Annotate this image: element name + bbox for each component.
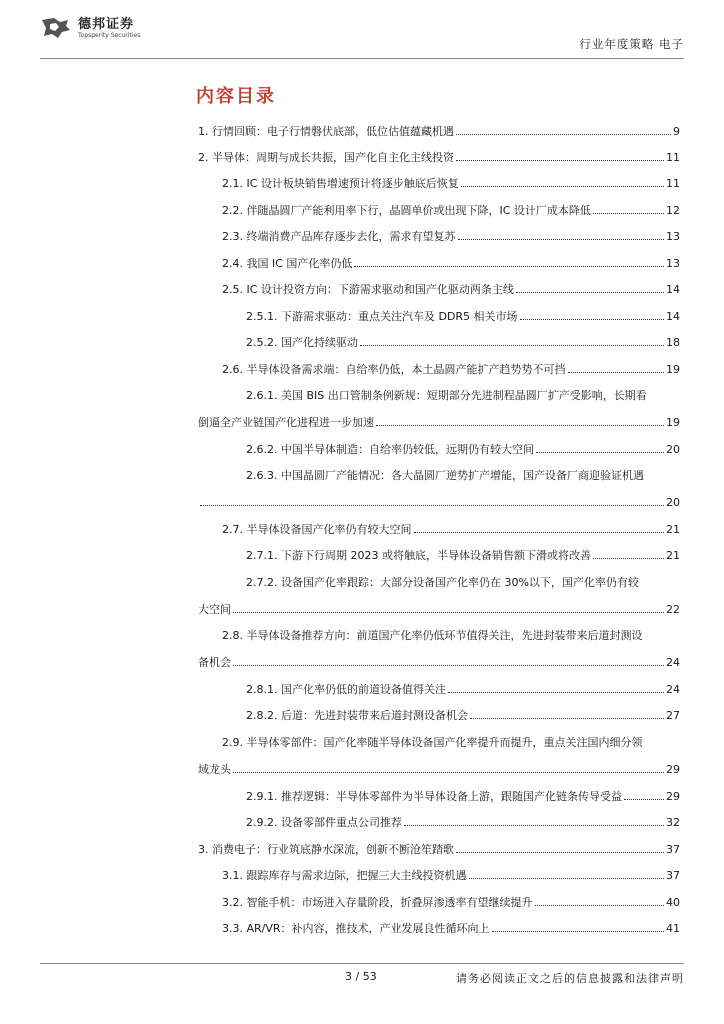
leader-dots [233, 612, 664, 613]
toc-entry-label-line1: 2.9. 半导体零部件：国产化率随半导体设备国产化率提升而提升，重点关注国内细分领 [222, 736, 643, 749]
toc-entry-label: 3. 消费电子：行业筑底静水深流，创新不断沧笙踏歌 [198, 843, 454, 856]
toc-entry[interactable] [198, 144, 680, 171]
leader-dots [492, 931, 664, 932]
leader-dots [568, 372, 665, 373]
toc-entry-label: 2.5. IC 设计投资方向：下游需求驱动和国产化驱动两条主线 [222, 283, 514, 296]
toc-entry-label-line1: 2.6.3. 中国晶圆厂产能情况：各大晶圆厂逆势扩产增能，国产设备厂商迎验证机遇 [246, 469, 644, 482]
toc-page-number: 19 [666, 363, 680, 376]
toc-entry-label: 2.4. 我国 IC 国产化率仍低 [222, 257, 353, 270]
leader-dots [200, 505, 664, 506]
leader-dots [414, 532, 665, 533]
toc-entry-label: 2.8.1. 国产化率仍低的前道设备值得关注 [246, 683, 446, 696]
logo-name-cn: 德邦证券 [78, 16, 135, 32]
leader-dots [461, 186, 664, 187]
toc-entry[interactable] [222, 276, 680, 303]
leader-dots [516, 292, 664, 293]
toc-entry[interactable] [198, 836, 680, 863]
toc-page-number: 14 [666, 283, 680, 296]
toc-entry[interactable] [246, 702, 680, 729]
page-header [0, 0, 724, 60]
toc-page-number: 19 [666, 416, 680, 429]
disclaimer-note: 请务必阅读正文之后的信息披露和法律声明 [456, 972, 684, 985]
leader-dots [354, 266, 664, 267]
toc-page-number: 41 [666, 922, 680, 935]
toc-entry[interactable] [222, 915, 680, 942]
toc-entry-label: 2.2. 伴随晶圆厂产能利用率下行，晶圆单价或出现下降，IC 设计厂成本降低 [222, 204, 591, 217]
page-number: 3 / 53 [345, 970, 377, 983]
toc-page-number: 24 [666, 683, 680, 696]
toc-page-number: 14 [666, 310, 680, 323]
toc-entry[interactable] [222, 862, 680, 889]
report-category: 行业年度策略 电子 [579, 37, 684, 51]
leader-dots [535, 905, 665, 906]
leader-dots [593, 213, 664, 214]
leader-dots [536, 452, 664, 453]
toc-page-number: 40 [666, 896, 680, 909]
toc-entry-label-line1: 2.7.2. 设备国产化率跟踪：大部分设备国产化率仍在 30%以下，国产化率仍有较 [246, 576, 639, 589]
toc-entry-label: 2.1. IC 设计板块销售增速预计将逐步触底后恢复 [222, 177, 459, 190]
toc-entry-label-line1: 2.6.1. 美国 BIS 出口管制条例新规：短期部分先进制程晶圆厂扩产受影响，长期看 [246, 389, 647, 402]
header-divider [40, 58, 684, 59]
leader-dots [376, 425, 664, 426]
logo-icon [40, 16, 72, 40]
toc-entry[interactable] [246, 329, 680, 356]
toc-entry-label: 3.2. 智能手机：市场进入存量阶段，折叠屏渗透率有望继续提升 [222, 896, 533, 909]
toc-entry-label: 2.9.1. 推荐逻辑：半导体零部件为半导体设备上游，跟随国产化链条传导受益 [246, 790, 622, 803]
toc-page-number: 20 [666, 443, 680, 456]
toc-page-number: 9 [673, 125, 680, 138]
toc-page-number: 21 [666, 549, 680, 562]
toc-entry[interactable] [222, 516, 680, 543]
toc-entry-label: 2.9.2. 设备零部件重点公司推荐 [246, 816, 402, 829]
toc-entry-label: 3.1. 跟踪库存与需求边际，把握三大主线投资机遇 [222, 869, 467, 882]
toc-entry-label-line2: 域龙头 [198, 763, 231, 776]
toc-entry[interactable] [222, 889, 680, 916]
leader-dots [469, 878, 665, 879]
company-logo [40, 16, 140, 40]
toc-entry-label: 2.7.1. 下游下行周期 2023 或将触底，半导体设备销售额下滑或将改善 [246, 549, 591, 562]
toc-entry[interactable] [246, 676, 680, 703]
toc-page-number: 32 [666, 816, 680, 829]
toc-entry[interactable] [222, 250, 680, 277]
toc-page-number: 20 [666, 496, 680, 509]
toc-page-number: 18 [666, 336, 680, 349]
toc-page-number: 37 [666, 843, 680, 856]
leader-dots [593, 558, 664, 559]
toc-entry-label: 2.3. 终端消费产品库存逐步去化，需求有望复苏 [222, 230, 456, 243]
toc-entry-label: 2. 半导体：周期与成长共振，国产化自主化主线投资 [198, 151, 454, 164]
toc-entry[interactable] [246, 303, 680, 330]
toc-entry-label: 2.5.2. 国产化持续驱动 [246, 336, 358, 349]
toc-entry-label: 2.7. 半导体设备国产化率仍有较大空间 [222, 523, 412, 536]
toc-entry-label-line2: 大空间 [198, 603, 231, 616]
toc-entry-label: 3.3. AR/VR：补内容，推技术，产业发展良性循环向上 [222, 922, 490, 935]
footer-divider [40, 963, 684, 964]
toc-page-number: 29 [666, 763, 680, 776]
toc-entry-label-line1: 2.8. 半导体设备推荐方向：前道国产化率仍低环节值得关注，先进封装带来后道封测设 [222, 629, 643, 642]
toc-entry-label: 2.6. 半导体设备需求端：自给率仍低，本土晶圆产能扩产趋势势不可挡 [222, 363, 566, 376]
leader-dots [456, 160, 664, 161]
toc-entry[interactable] [222, 356, 680, 383]
leader-dots [404, 825, 664, 826]
leader-dots [458, 239, 665, 240]
leader-dots [233, 665, 664, 666]
leader-dots [470, 718, 664, 719]
toc-entry[interactable] [198, 622, 680, 676]
leader-dots [360, 345, 664, 346]
toc-page-number: 11 [666, 151, 680, 164]
toc-page-number: 11 [666, 177, 680, 190]
toc-page-number: 12 [666, 204, 680, 217]
toc-entry-label: 1. 行情回顾：电子行情磐伏底部，低位估值蕴藏机遇 [198, 125, 454, 138]
toc-page-number: 24 [666, 656, 680, 669]
toc-page-number: 27 [666, 709, 680, 722]
toc-page-number: 13 [666, 257, 680, 270]
leader-dots [233, 772, 664, 773]
toc-title: 内容目录 [196, 86, 276, 107]
toc-entry[interactable] [198, 382, 680, 436]
toc-entry[interactable] [222, 170, 680, 197]
leader-dots [624, 799, 664, 800]
toc-entry[interactable] [222, 223, 680, 250]
toc-page-number: 37 [666, 869, 680, 882]
toc-entry-label-line2: 备机会 [198, 656, 231, 669]
toc-entry[interactable] [198, 118, 680, 145]
toc-page-number: 29 [666, 790, 680, 803]
toc-entry[interactable] [198, 569, 680, 623]
logo-name-en: Topsperity Securities [78, 31, 141, 39]
toc-entry-label-line2: 倒逼全产业链国产化进程进一步加速 [198, 416, 374, 429]
toc-page-number: 13 [666, 230, 680, 243]
toc-entry-label: 2.8.2. 后道：先进封装带来后道封测设备机会 [246, 709, 468, 722]
toc-entry[interactable] [246, 542, 680, 569]
toc-entry[interactable] [246, 462, 680, 516]
leader-dots [456, 134, 671, 135]
leader-dots [520, 319, 664, 320]
leader-dots [456, 852, 664, 853]
toc-entry-label: 2.5.1. 下游需求驱动：重点关注汽车及 DDR5 相关市场 [246, 310, 518, 323]
toc-entry[interactable] [222, 197, 680, 224]
toc-entry[interactable] [246, 809, 680, 836]
toc-entry[interactable] [198, 729, 680, 783]
toc-page-number: 21 [666, 523, 680, 536]
leader-dots [448, 692, 664, 693]
toc-entry[interactable] [246, 436, 680, 463]
toc-entry[interactable] [246, 783, 680, 810]
toc-entry-label: 2.6.2. 中国半导体制造：自给率仍较低，远期仍有较大空间 [246, 443, 534, 456]
toc-page-number: 22 [666, 603, 680, 616]
